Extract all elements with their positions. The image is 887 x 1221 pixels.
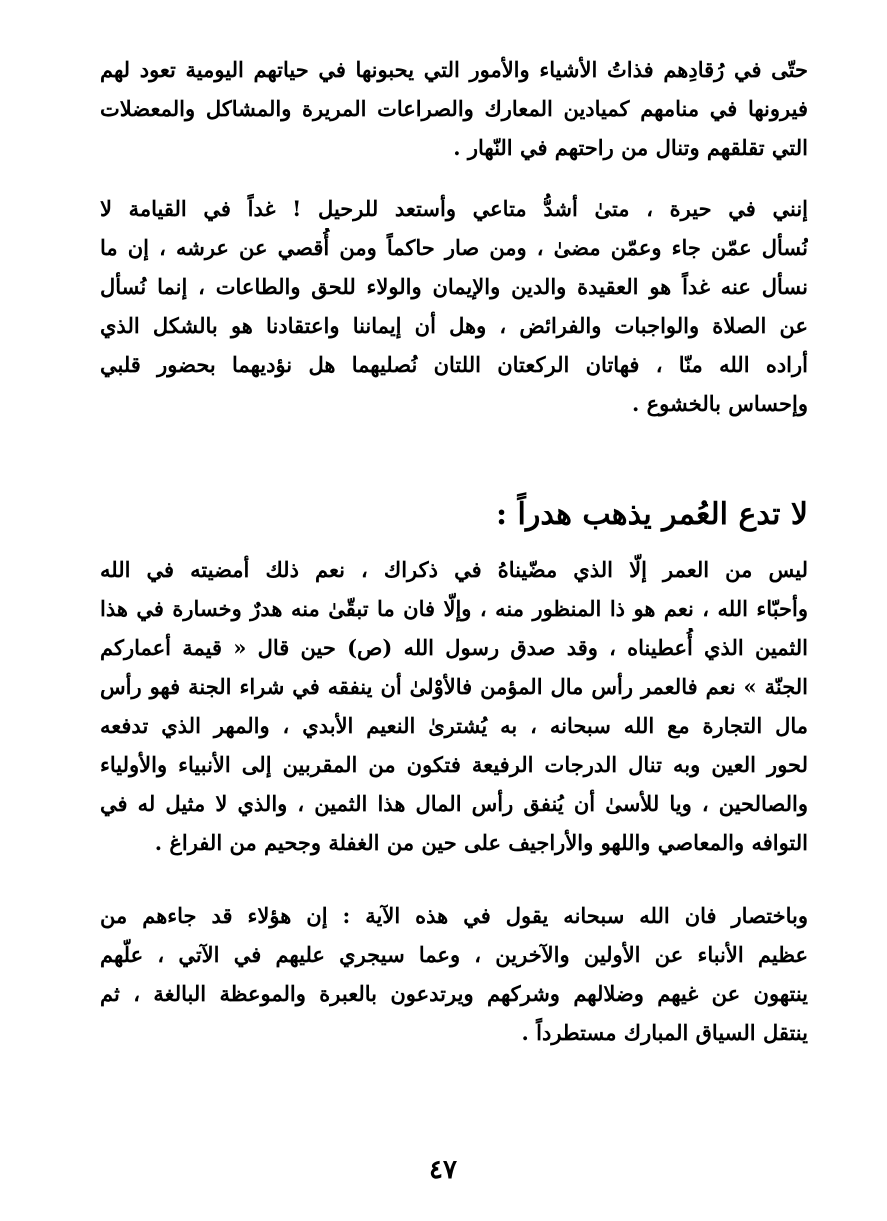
paragraph-line: عظيم الأنباء عن الأولين والآخرين ، وعما سيجري عليهم في الآتي ، علّهم — [100, 942, 808, 967]
paragraph-line: ينتهون عن غيهم وضلالهم وشركهم ويرتدعون بالعبرة والموعظة البالغة ، ثم — [100, 981, 808, 1006]
paragraph-line: التوافه والمعاصي واللهو والأراجيف على حين من الغفلة وجحيم من الفراغ . — [154, 830, 808, 855]
paragraph-line: لحور العين وبه تنال الدرجات الرفيعة فتكون من المقربين إلى الأنبياء والأولياء — [100, 752, 808, 777]
paragraph-line: ينتقل السياق المبارك مستطرداً . — [521, 1020, 808, 1045]
paragraph-line: الثمين الذي أُعطيناه ، وقد صدق رسول الله (ص) حين قال « قيمة أعماركم — [100, 635, 808, 660]
paragraph-4 — [100, 896, 808, 1052]
paragraph-line: عن الصلاة والواجبات والفرائض ، وهل أن إيماننا واعتقادنا هو بالشكل الذي — [100, 313, 808, 338]
paragraph-line: التي تقلقهم وتنال من راحتهم في النّهار . — [453, 135, 808, 160]
paragraph-line: نسأل عنه غداً هو العقيدة والدين والإيمان والولاء للحق والطاعات ، إنما نُسأل — [100, 274, 808, 299]
paragraph-line: أراده الله منّا ، فهاتان الركعتان اللتان نُصليهما هل نؤديهما بحضور قلبي — [100, 352, 808, 377]
paragraph-line: وباختصار فان الله سبحانه يقول في هذه الآية : إن هؤلاء قد جاءهم من — [100, 903, 808, 928]
page-number: ٤٧ — [429, 1155, 457, 1185]
paragraph-2 — [100, 189, 808, 423]
paragraph-line: وإحساس بالخشوع . — [632, 391, 808, 416]
paragraph-3 — [100, 550, 808, 862]
paragraph-line: ليس من العمر إلّا الذي مضّيناهُ في ذكراك ، نعم ذلك أمضيته في الله — [100, 557, 808, 582]
paragraph-line: حتّى في رُقادِهم فذاتُ الأشياء والأمور التي يحبونها في حياتهم اليومية تعود لهم — [100, 57, 808, 82]
paragraph-line: الجنّة » نعم فالعمر رأس مال المؤمن فالأوْلىٰ أن ينفقه في شراء الجنة فهو رأس — [100, 674, 808, 699]
paragraph-line: فيرونها في منامهم كميادين المعارك والصراعات المريرة والمشاكل والمعضلات — [100, 96, 808, 121]
paragraph-line: نُسأل عمّن جاء وعمّن مضىٰ ، ومن صار حاكماً ومن أُقصي عن عرشه ، إن ما — [100, 235, 808, 260]
paragraph-1 — [100, 50, 808, 167]
paragraph-line: والصالحين ، ويا للأسىٰ أن يُنفق رأس المال هذا الثمين ، والذي لا مثيل له في — [100, 791, 808, 816]
paragraph-line: إنني في حيرة ، متىٰ أشدُّ متاعي وأستعد للرحيل ! غداً في القيامة لا — [100, 196, 808, 221]
section-heading: لا تدع العُمر يذهب هدراً : — [495, 497, 808, 532]
paragraph-line: وأحبّاء الله ، نعم هو ذا المنظور منه ، وإلّا فان ما تبقّىٰ منه هدرٌ وخسارة في هذا — [100, 596, 808, 621]
paragraph-line: مال التجارة مع الله سبحانه ، به يُشترىٰ النعيم الأبدي ، والمهر الذي تدفعه — [100, 713, 808, 738]
